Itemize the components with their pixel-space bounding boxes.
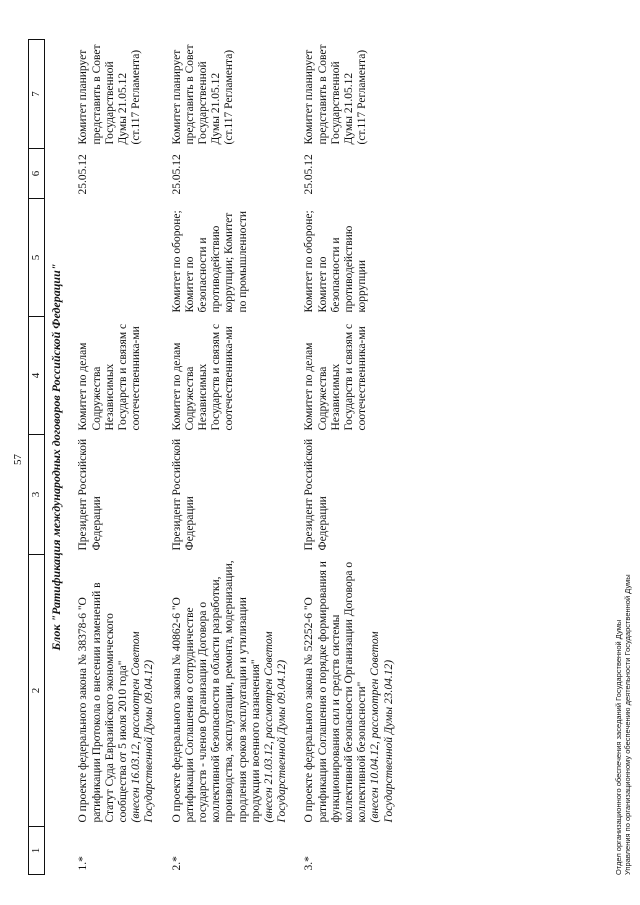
table-header-row xyxy=(29,40,45,875)
coexecutor-cell xyxy=(69,199,162,317)
date-cell: 25.05.12 xyxy=(77,154,90,195)
committee-cell: Комитет по делам Содружества Независимых Государств и связям с соотечественника-ми xyxy=(303,323,369,431)
table-row xyxy=(69,40,162,875)
footer-line: Управления по организационному обеспечению деятельности Государственной Думы xyxy=(623,574,632,875)
status-cell: Комитет планирует представить в Совет Государственной Думы 21.05.12 (ст.117 Регламента) xyxy=(170,44,236,145)
table-row xyxy=(295,40,401,875)
column-header: 1 xyxy=(29,827,45,875)
coexecutor-cell: Комитет по обороне; Комитет по безопасности и противодействию коррупции; Комитет по промышленности xyxy=(170,210,249,313)
column-header: 6 xyxy=(29,149,45,199)
column-header: 7 xyxy=(29,40,45,149)
column-header: 5 xyxy=(29,199,45,317)
author-cell: Президент Российской Федерации xyxy=(170,438,196,551)
author-cell: Президент Российской Федерации xyxy=(77,438,103,551)
bill-title: О проекте федерального закона № 38378-6 "О ратификации Протокола о внесении изменений в Статут Суда Евразийского экономического сообщества от 5 июля 2010 года" xyxy=(77,582,130,823)
date-cell: 25.05.12 xyxy=(303,154,316,195)
row-number: 1.* xyxy=(77,856,90,871)
committee-cell: Комитет по делам Содружества Независимых Государств и связям с соотечественника-ми xyxy=(170,323,236,431)
bill-note: (внесен 10.04.12, рассмотрен Советом Государственной Думы 23.04.12) xyxy=(369,631,395,823)
committee-cell: Комитет по делам Содружества Независимых Государств и связям с соотечественника-ми xyxy=(77,323,143,431)
status-cell: Комитет планирует представить в Совет Государственной Думы 21.05.12 (ст.117 Регламента) xyxy=(303,44,369,145)
column-header: 2 xyxy=(29,555,45,827)
table-row xyxy=(163,40,296,875)
author-cell: Президент Российской Федерации xyxy=(303,438,329,551)
block-title-row xyxy=(45,40,70,875)
row-number: 3.* xyxy=(303,856,316,871)
footer-line: Отдел организационного обеспечения заседаний Государственной Думы xyxy=(614,619,623,875)
column-header: 3 xyxy=(29,435,45,555)
page-number: 57 xyxy=(12,454,24,465)
bill-note: (внесен 21.03.12, рассмотрен Советом Государственной Думы 09.04.12) xyxy=(263,631,289,823)
status-cell: Комитет планирует представить в Совет Государственной Думы 21.05.12 (ст.117 Регламента) xyxy=(77,44,143,145)
legislation-table xyxy=(28,39,402,875)
bill-title: О проекте федерального закона № 40862-6 "О ратификации Соглашения о сотрудничестве государств - членов Организации Договора о коллективной безопасности в области разработки, производства, эксплуатации, ремонта, модернизации, продления сроков эксплуатации и утилизации продукции военного назначения" xyxy=(170,560,262,823)
bill-cell xyxy=(163,555,296,827)
date-cell: 25.05.12 xyxy=(170,154,183,195)
column-header: 4 xyxy=(29,317,45,435)
row-number: 2.* xyxy=(170,856,183,871)
bill-cell xyxy=(69,555,162,827)
bill-cell xyxy=(295,555,401,827)
coexecutor-cell: Комитет по обороне; Комитет по безопасности и противодействию коррупции xyxy=(303,210,369,313)
bill-note: (внесен 16.03.12, рассмотрен Советом Государственной Думы 09.04.12) xyxy=(130,631,156,823)
bill-title: О проекте федерального закона № 52252-6 "О ратификации Соглашения о порядке формирования и функционирования сил и средств системы коллективной безопасности Организации Договора о коллективной безопасности" xyxy=(303,561,369,823)
page-footer xyxy=(614,574,632,875)
block-title: Блок "Ратификация международных договоров Российской Федерации" xyxy=(49,263,64,651)
